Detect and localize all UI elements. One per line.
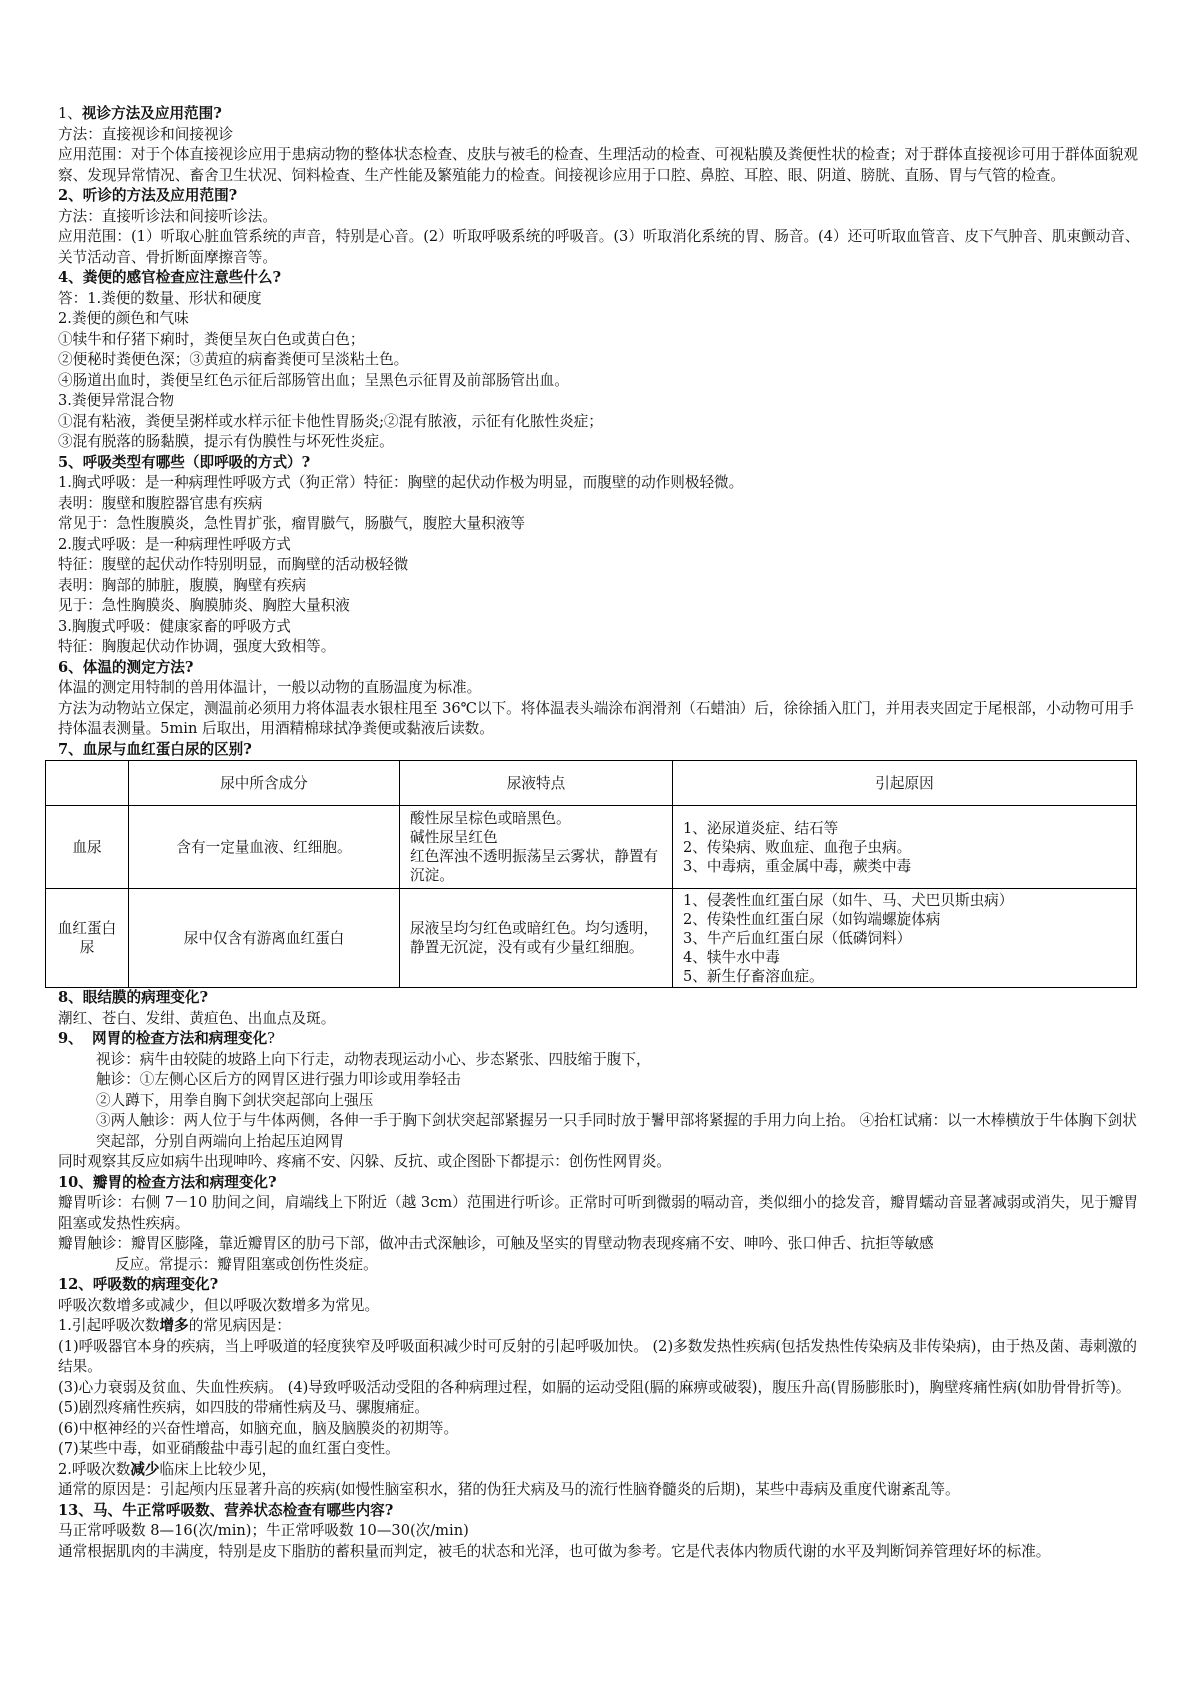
- q5-line: 表明：胸部的肺脏，腹膜，胸壁有疾病: [58, 576, 307, 594]
- table-cell-features: [400, 889, 673, 988]
- q12-line: (7)某些中毒，如亚硝酸盐中毒引起的血红蛋白变性。: [58, 1440, 400, 1457]
- q2-title: 2、听诊的方法及应用范围?: [58, 187, 238, 204]
- q4-line: 答：1.粪便的数量、形状和硬度: [58, 289, 262, 307]
- table-cell-content: 含有一定量血液、红细胞。: [129, 806, 400, 889]
- q5-title: 5、呼吸类型有哪些（即呼吸的方式）?: [58, 453, 311, 471]
- q12-title: 12、呼吸数的病理变化?: [58, 1276, 219, 1293]
- q1-title: 1、视诊方法及应用范围?: [58, 105, 222, 122]
- q12-line: (3)心力衰弱及贫血、失血性疾病。 (4)导致呼吸活动受阻的各种病理过程，如膈的运动受阻(膈的麻痹或破裂)，腹压升高(胃肠膨胀时)，胸壁疼痛性病(如肋骨骨折等)。: [58, 1378, 1131, 1396]
- cause-line: 1、泌尿道炎症、结石等: [683, 819, 839, 837]
- q10-line: 反应。常提示：瓣胃阻塞或创伤性炎症。: [115, 1255, 378, 1273]
- document-body: [58, 104, 1144, 1562]
- q9-line: 触诊：①左侧心区后方的网胃区进行强力叩诊或用拳轻击: [96, 1071, 461, 1088]
- cause-line: 4、犊牛水中毒: [683, 948, 780, 966]
- q9-line: ②人蹲下，用拳自胸下剑状突起部向上强压: [96, 1091, 374, 1109]
- q8-line: 潮红、苍白、发绀、黄疸色、出血点及斑。: [58, 1009, 336, 1027]
- q4-line: ④肠道出血时，粪便呈红色示征后部肠管出血；呈黑色示征胃及前部肠管出血。: [58, 371, 569, 389]
- table-cell-causes: [673, 806, 1137, 889]
- table-cell-features: [400, 806, 673, 889]
- q12-line: 2.呼吸次数减少临床上比较少见，: [58, 1460, 277, 1478]
- table-cell-name: 血红蛋白尿: [46, 889, 129, 988]
- q9-title: 9、 网胃的检查方法和病理变化?: [58, 1030, 275, 1047]
- q5-line: 2.腹式呼吸：是一种病理性呼吸方式: [58, 535, 291, 553]
- table-header-cell: 尿液特点: [400, 761, 673, 806]
- cause-line: 2、传染性血红蛋白尿（如钩端螺旋体病: [683, 910, 941, 928]
- q6-line: 体温的测定用特制的兽用体温计，一般以动物的直肠温度为标准。: [58, 679, 482, 696]
- q1-line: 应用范围：对于个体直接视诊应用于患病动物的整体状态检查、皮肤与被毛的检查、生理活动的检查、可视粘膜及粪便性状的检查；对于群体直接视诊可用于群体面貌观察、发现异常情况、畜舍卫生状况、饲料检查、生产性能及繁殖能力的检查。间接视诊应用于口腔、鼻腔、耳腔、眼、阴道、膀胱、直肠、胃与气管的检查。: [58, 146, 1138, 184]
- cause-line: 3、牛产后血红蛋白尿（低磷饲料）: [683, 929, 912, 947]
- q12-line: 通常的原因是：引起颅内压显著升高的疾病(如慢性脑室积水，猪的伪狂犬病及马的流行性脑脊髓炎的后期)，某些中毒病及重度代谢紊乱等。: [58, 1481, 960, 1498]
- q4-line: 2.粪便的颜色和气味: [58, 310, 189, 327]
- table-row: [46, 889, 1137, 988]
- feature-line: 碱性尿呈红色: [410, 829, 498, 846]
- q5-line: 表明：腹壁和腹腔器官患有疾病: [58, 494, 263, 512]
- q5-line: 3.胸腹式呼吸：健康家畜的呼吸方式: [58, 617, 291, 635]
- cause-line: 2、传染病、败血症、血孢子虫病。: [683, 838, 912, 856]
- feature-line: 红色浑浊不透明振荡呈云雾状，静置有沉淀。: [410, 848, 659, 884]
- cause-line: 5、新生仔畜溶血症。: [683, 967, 824, 985]
- table-header-row: [46, 761, 1137, 806]
- q6-title: 6、体温的测定方法?: [58, 658, 194, 676]
- table-header-cell: 引起原因: [673, 761, 1137, 806]
- q10-line: 瓣胃听诊：右侧 7－10 肋间之间，肩端线上下附近（越 3cm）范围进行听诊。正常时可听到微弱的嗝动音，类似细小的捻发音，瓣胃蠕动音显著减弱或消失，见于瓣胃阻塞或发热性疾病。: [58, 1194, 1139, 1232]
- q10-line: 瓣胃触诊：瓣胃区膨隆，靠近瓣胃区的肋弓下部，做冲击式深触诊，可触及坚实的胃壁动物表现疼痛不安、呻吟、张口伸舌、抗拒等敏感: [58, 1235, 934, 1252]
- q13-title: 13、马、牛正常呼吸数、营养状态检查有哪些内容?: [58, 1501, 394, 1519]
- q7-title: 7、血尿与血红蛋白尿的区别?: [58, 740, 252, 758]
- q5-line: 特征：胸腹起伏动作协调，强度大致相等。: [58, 638, 336, 655]
- table-cell-name: 血尿: [46, 806, 129, 889]
- table-row: [46, 806, 1137, 889]
- q2-line: 应用范围：(1）听取心脏血管系统的声音，特别是心音。(2）听取呼吸系统的呼吸音。(3）听取消化系统的胃、肠音。(4）还可听取血管音、皮下气肿音、肌束颤动音、关节活动音、骨折断面摩擦音等。: [58, 228, 1140, 266]
- cause-line: 1、侵袭性血红蛋白尿（如牛、马、犬巴贝斯虫病）: [683, 891, 1014, 909]
- q10-title: 10、瓣胃的检查方法和病理变化?: [58, 1173, 277, 1191]
- q6-line: 方法为动物站立保定，测温前必须用力将体温表水银柱甩至 36℃以下。将体温表头端涂布润滑剂（石蜡油）后，徐徐插入肛门，并用表夹固定于尾根部，小动物可用手持体温表测量。5min 后取出，用酒精棉球拭净粪便或黏液后读数。: [58, 699, 1134, 737]
- q12-line: (5)剧烈疼痛性疾病，如四肢的带痛性病及马、骡腹痛症。: [58, 1399, 429, 1416]
- q13-line: 通常根据肌肉的丰满度，特别是皮下脂肪的蓄积量而判定，被毛的状态和光泽，也可做为参考。它是代表体内物质代谢的水平及判断饲养管理好坏的标准。: [58, 1542, 1051, 1560]
- q12-line: (1)呼吸器官本身的疾病，当上呼吸道的轻度狭窄及呼吸面积减少时可反射的引起呼吸加快。 (2)多数发热性疾病(包括发热性传染病及非传染病)，由于热及菌、毒刺激的结果。: [58, 1337, 1137, 1375]
- q13-line: 马正常呼吸数 8—16(次/min)；牛正常呼吸数 10—30(次/min): [58, 1522, 469, 1539]
- q9-line: ③两人触诊：两人位于与牛体两侧，各伸一手于胸下剑状突起部紧握另一只手同时放于鬐甲部将紧握的手用力向上抬。 ④抬杠试痛：以一木棒横放于牛体胸下剑状突起部，分别自两端向上抬起压迫网胃: [96, 1112, 1137, 1150]
- q4-line: ②便秘时粪便色深；③黄疸的病畜粪便可呈淡粘土色。: [58, 351, 409, 368]
- q12-line: 1.引起呼吸次数增多的常见病因是：: [58, 1317, 291, 1334]
- q8-title: 8、眼结膜的病理变化?: [58, 989, 209, 1006]
- table-header-cell: 尿中所含成分: [129, 761, 400, 806]
- q12-line: 呼吸次数增多或减少，但以呼吸次数增多为常见。: [58, 1296, 380, 1314]
- q4-line: ①混有粘液，粪便呈粥样或水样示征卡他性胃肠炎;②混有脓液，示征有化脓性炎症；: [58, 412, 603, 430]
- q2-line: 方法：直接听诊法和间接听诊法。: [58, 207, 277, 225]
- table-cell-causes: [673, 889, 1137, 988]
- feature-line: 酸性尿呈棕色或暗黑色。: [410, 810, 571, 827]
- table-cell-content: 尿中仅含有游离血红蛋白: [129, 889, 400, 988]
- q4-line: ①犊牛和仔猪下痢时，粪便呈灰白色或黄白色；: [58, 330, 365, 348]
- q1-line: 方法：直接视诊和间接视诊: [58, 125, 234, 143]
- q9-line: 同时观察其反应如病牛出现呻吟、疼痛不安、闪躲、反抗、或企图卧下都提示：创伤性网胃炎。: [58, 1153, 671, 1170]
- cause-line: 3、中毒病，重金属中毒，蕨类中毒: [683, 857, 912, 875]
- q9-line: 视诊：病牛由较陡的坡路上向下行走，动物表现运动小心、步态紧张、四肢缩于腹下，: [96, 1050, 651, 1068]
- q12-line: (6)中枢神经的兴奋性增高，如脑充血，脑及脑膜炎的初期等。: [58, 1419, 459, 1437]
- q4-title: 4、粪便的感官检查应注意些什么?: [58, 269, 282, 286]
- q5-line: 见于：急性胸膜炎、胸膜肺炎、胸腔大量积液: [58, 597, 350, 614]
- feature-line: 尿液呈均匀红色或暗红色。均匀透明，静置无沉淀，没有或有少量红细胞。: [410, 920, 659, 956]
- q5-line: 1.胸式呼吸：是一种病理性呼吸方式（狗正常）特征：胸壁的起伏动作极为明显，而腹壁的动作则极轻微。: [58, 474, 744, 491]
- q4-line: 3.粪便异常混合物: [58, 392, 175, 409]
- comparison-table: [45, 760, 1137, 988]
- q5-line: 常见于：急性腹膜炎，急性胃扩张，瘤胃臌气，肠臌气，腹腔大量积液等: [58, 515, 526, 532]
- q4-line: ③混有脱落的肠黏膜，提示有伪膜性与坏死性炎症。: [58, 433, 394, 450]
- table-header-cell: [46, 761, 129, 806]
- q5-line: 特征：腹壁的起伏动作特别明显，而胸壁的活动极轻微: [58, 556, 409, 573]
